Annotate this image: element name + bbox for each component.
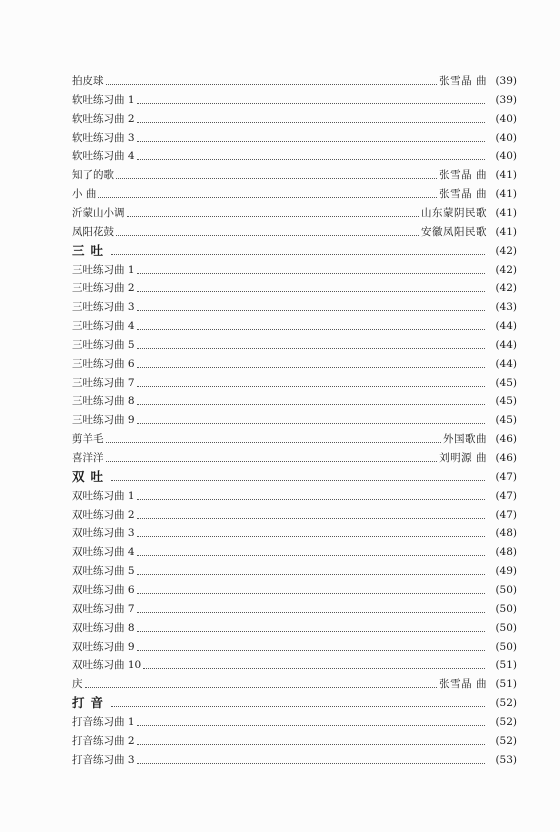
entry-title: 三吐练习曲 2 [72, 282, 135, 295]
dot-leader [137, 122, 485, 123]
entry-title: 双吐练习曲 4 [72, 546, 135, 559]
toc-entry[interactable] [72, 259, 517, 277]
entry-page: (40) [495, 131, 517, 144]
toc-entry[interactable] [72, 485, 517, 503]
dot-leader [98, 197, 437, 198]
section-title: 三吐 [72, 242, 110, 258]
entry-composer: 安徽凤阳民歌 [421, 225, 487, 238]
entry-title: 知了的歌 [72, 169, 114, 182]
entry-page: (47) [495, 470, 517, 483]
entry-title: 双吐练习曲 8 [72, 621, 135, 634]
toc-entry[interactable] [72, 296, 517, 314]
dot-leader [137, 141, 485, 142]
entry-page: (43) [495, 301, 517, 314]
entry-title: 小 曲 [72, 188, 97, 201]
toc-entry[interactable] [72, 447, 517, 465]
entry-page: (52) [495, 715, 517, 728]
entry-page: (45) [495, 395, 517, 408]
dot-leader [106, 461, 438, 462]
dot-leader [137, 593, 485, 594]
entry-title: 三吐练习曲 7 [72, 376, 135, 389]
entry-composer: 张雪晶 曲 [439, 169, 487, 182]
entry-page: (48) [495, 546, 517, 559]
toc-entry[interactable] [72, 541, 517, 559]
toc-entry[interactable] [72, 315, 517, 333]
toc-section-heading[interactable] [72, 692, 517, 710]
entry-title: 庆 [72, 678, 83, 691]
dot-leader [116, 235, 419, 236]
dot-leader [137, 291, 485, 292]
dot-leader [137, 555, 485, 556]
entry-title: 剪羊毛 [72, 433, 104, 446]
entry-page: (51) [495, 659, 517, 672]
entry-title: 三吐练习曲 4 [72, 320, 135, 333]
toc-entry[interactable] [72, 598, 517, 616]
entry-page: (41) [495, 169, 517, 182]
toc-entry[interactable] [72, 579, 517, 597]
toc-entry[interactable] [72, 428, 517, 446]
entry-title: 打音练习曲 2 [72, 734, 135, 747]
entry-title: 打音练习曲 3 [72, 753, 135, 766]
entry-title: 三吐练习曲 9 [72, 414, 135, 427]
toc-entry[interactable] [72, 145, 517, 163]
section-title: 双吐 [72, 468, 110, 484]
dot-leader [137, 650, 485, 651]
entry-page: (41) [495, 188, 517, 201]
dot-leader [137, 499, 485, 500]
dot-leader [137, 159, 485, 160]
entry-title: 软吐练习曲 3 [72, 131, 135, 144]
entry-page: (50) [495, 640, 517, 653]
entry-title: 软吐练习曲 4 [72, 150, 135, 163]
entry-title: 双吐练习曲 9 [72, 640, 135, 653]
entry-page: (49) [495, 565, 517, 578]
toc-entry[interactable] [72, 353, 517, 371]
entry-page: (44) [495, 357, 517, 370]
entry-page: (50) [495, 583, 517, 596]
entry-title: 双吐练习曲 7 [72, 602, 135, 615]
toc-entry[interactable] [72, 504, 517, 522]
entry-title: 双吐练习曲 5 [72, 565, 135, 578]
entry-page: (39) [495, 75, 517, 87]
toc-entry[interactable] [72, 183, 517, 201]
entry-title: 双吐练习曲 10 [72, 659, 142, 672]
entry-composer: 张雪晶 曲 [439, 75, 487, 87]
entry-page: (50) [495, 602, 517, 615]
dot-leader [137, 763, 485, 764]
dot-leader [137, 348, 485, 349]
dot-leader [137, 423, 485, 424]
entry-title: 拍皮球 [72, 75, 104, 87]
entry-page: (41) [495, 206, 517, 219]
dot-leader [137, 574, 485, 575]
toc-entry[interactable] [72, 730, 517, 748]
section-title: 打音 [72, 695, 110, 711]
entry-page: (50) [495, 621, 517, 634]
dot-leader [137, 612, 485, 613]
toc-entry[interactable] [72, 372, 517, 390]
dot-leader [137, 273, 485, 274]
entry-composer: 刘明源 曲 [439, 452, 487, 464]
toc-entry[interactable] [72, 390, 517, 408]
dot-leader [106, 84, 438, 85]
entry-page: (47) [495, 508, 517, 521]
entry-page: (46) [495, 452, 517, 464]
toc-entry[interactable] [72, 617, 517, 635]
entry-title: 凤阳花鼓 [72, 225, 114, 238]
entry-page: (52) [495, 697, 517, 710]
dot-leader [85, 687, 438, 688]
entry-title: 软吐练习曲 2 [72, 112, 135, 125]
dot-leader [137, 386, 485, 387]
toc-entry[interactable] [72, 636, 517, 654]
dot-leader [127, 216, 420, 217]
entry-title: 三吐练习曲 6 [72, 357, 135, 370]
dot-leader [137, 329, 485, 330]
dot-leader [111, 480, 485, 481]
dot-leader [137, 536, 485, 537]
toc-entry[interactable] [72, 409, 517, 427]
entry-page: (52) [495, 734, 517, 747]
toc-section-heading[interactable] [72, 466, 517, 484]
entry-page: (41) [495, 225, 517, 238]
toc-entry[interactable] [72, 127, 517, 145]
toc-entry[interactable] [72, 164, 517, 182]
toc-entry[interactable] [72, 277, 517, 295]
dot-leader [106, 442, 442, 443]
entry-title: 三吐练习曲 1 [72, 263, 135, 276]
dot-leader [137, 518, 485, 519]
entry-page: (45) [495, 414, 517, 427]
toc-entry[interactable] [72, 654, 517, 672]
entry-page: (47) [495, 489, 517, 502]
entry-title: 双吐练习曲 1 [72, 489, 135, 502]
entry-title: 三吐练习曲 8 [72, 395, 135, 408]
toc-entry[interactable] [72, 70, 517, 88]
toc-entry[interactable] [72, 89, 517, 107]
entry-title: 双吐练习曲 3 [72, 527, 135, 540]
toc-entry[interactable] [72, 749, 517, 767]
entry-composer: 外国歌曲 [443, 433, 487, 446]
entry-composer: 山东蒙阴民歌 [421, 206, 487, 219]
toc-entry[interactable] [72, 522, 517, 540]
toc-entry[interactable] [72, 673, 517, 691]
dot-leader [111, 254, 485, 255]
entry-page: (46) [495, 433, 517, 446]
entry-title: 打音练习曲 1 [72, 715, 135, 728]
dot-leader [137, 744, 485, 745]
dot-leader [143, 668, 485, 669]
toc-entry[interactable] [72, 221, 517, 239]
entry-title: 软吐练习曲 1 [72, 93, 135, 106]
toc-section-heading[interactable] [72, 240, 517, 258]
entry-page: (40) [495, 112, 517, 125]
dot-leader [137, 725, 485, 726]
entry-title: 三吐练习曲 5 [72, 338, 135, 351]
dot-leader [137, 404, 485, 405]
dot-leader [137, 367, 485, 368]
entry-page: (44) [495, 320, 517, 333]
dot-leader [116, 178, 437, 179]
entry-page: (51) [495, 678, 517, 691]
toc-entry[interactable] [72, 108, 517, 126]
dot-leader [137, 310, 485, 311]
toc-entry[interactable] [72, 711, 517, 729]
entry-page: (42) [495, 263, 517, 276]
entry-composer: 张雪晶 曲 [439, 188, 487, 201]
entry-composer: 张雪晶 曲 [439, 678, 487, 691]
entry-page: (44) [495, 338, 517, 351]
dot-leader [137, 103, 485, 104]
entry-page: (42) [495, 244, 517, 257]
entry-page: (48) [495, 527, 517, 540]
entry-page: (45) [495, 376, 517, 389]
toc-entry[interactable] [72, 334, 517, 352]
entry-title: 双吐练习曲 2 [72, 508, 135, 521]
entry-title: 双吐练习曲 6 [72, 583, 135, 596]
entry-page: (42) [495, 282, 517, 295]
toc-entry[interactable] [72, 560, 517, 578]
entry-title: 喜洋洋 [72, 452, 104, 464]
entry-title: 三吐练习曲 3 [72, 301, 135, 314]
dot-leader [137, 631, 485, 632]
toc-entry[interactable] [72, 202, 517, 220]
dot-leader [111, 706, 485, 707]
entry-title: 沂蒙山小调 [72, 206, 125, 219]
entry-page: (40) [495, 150, 517, 163]
entry-page: (53) [495, 753, 517, 766]
entry-page: (39) [495, 93, 517, 106]
